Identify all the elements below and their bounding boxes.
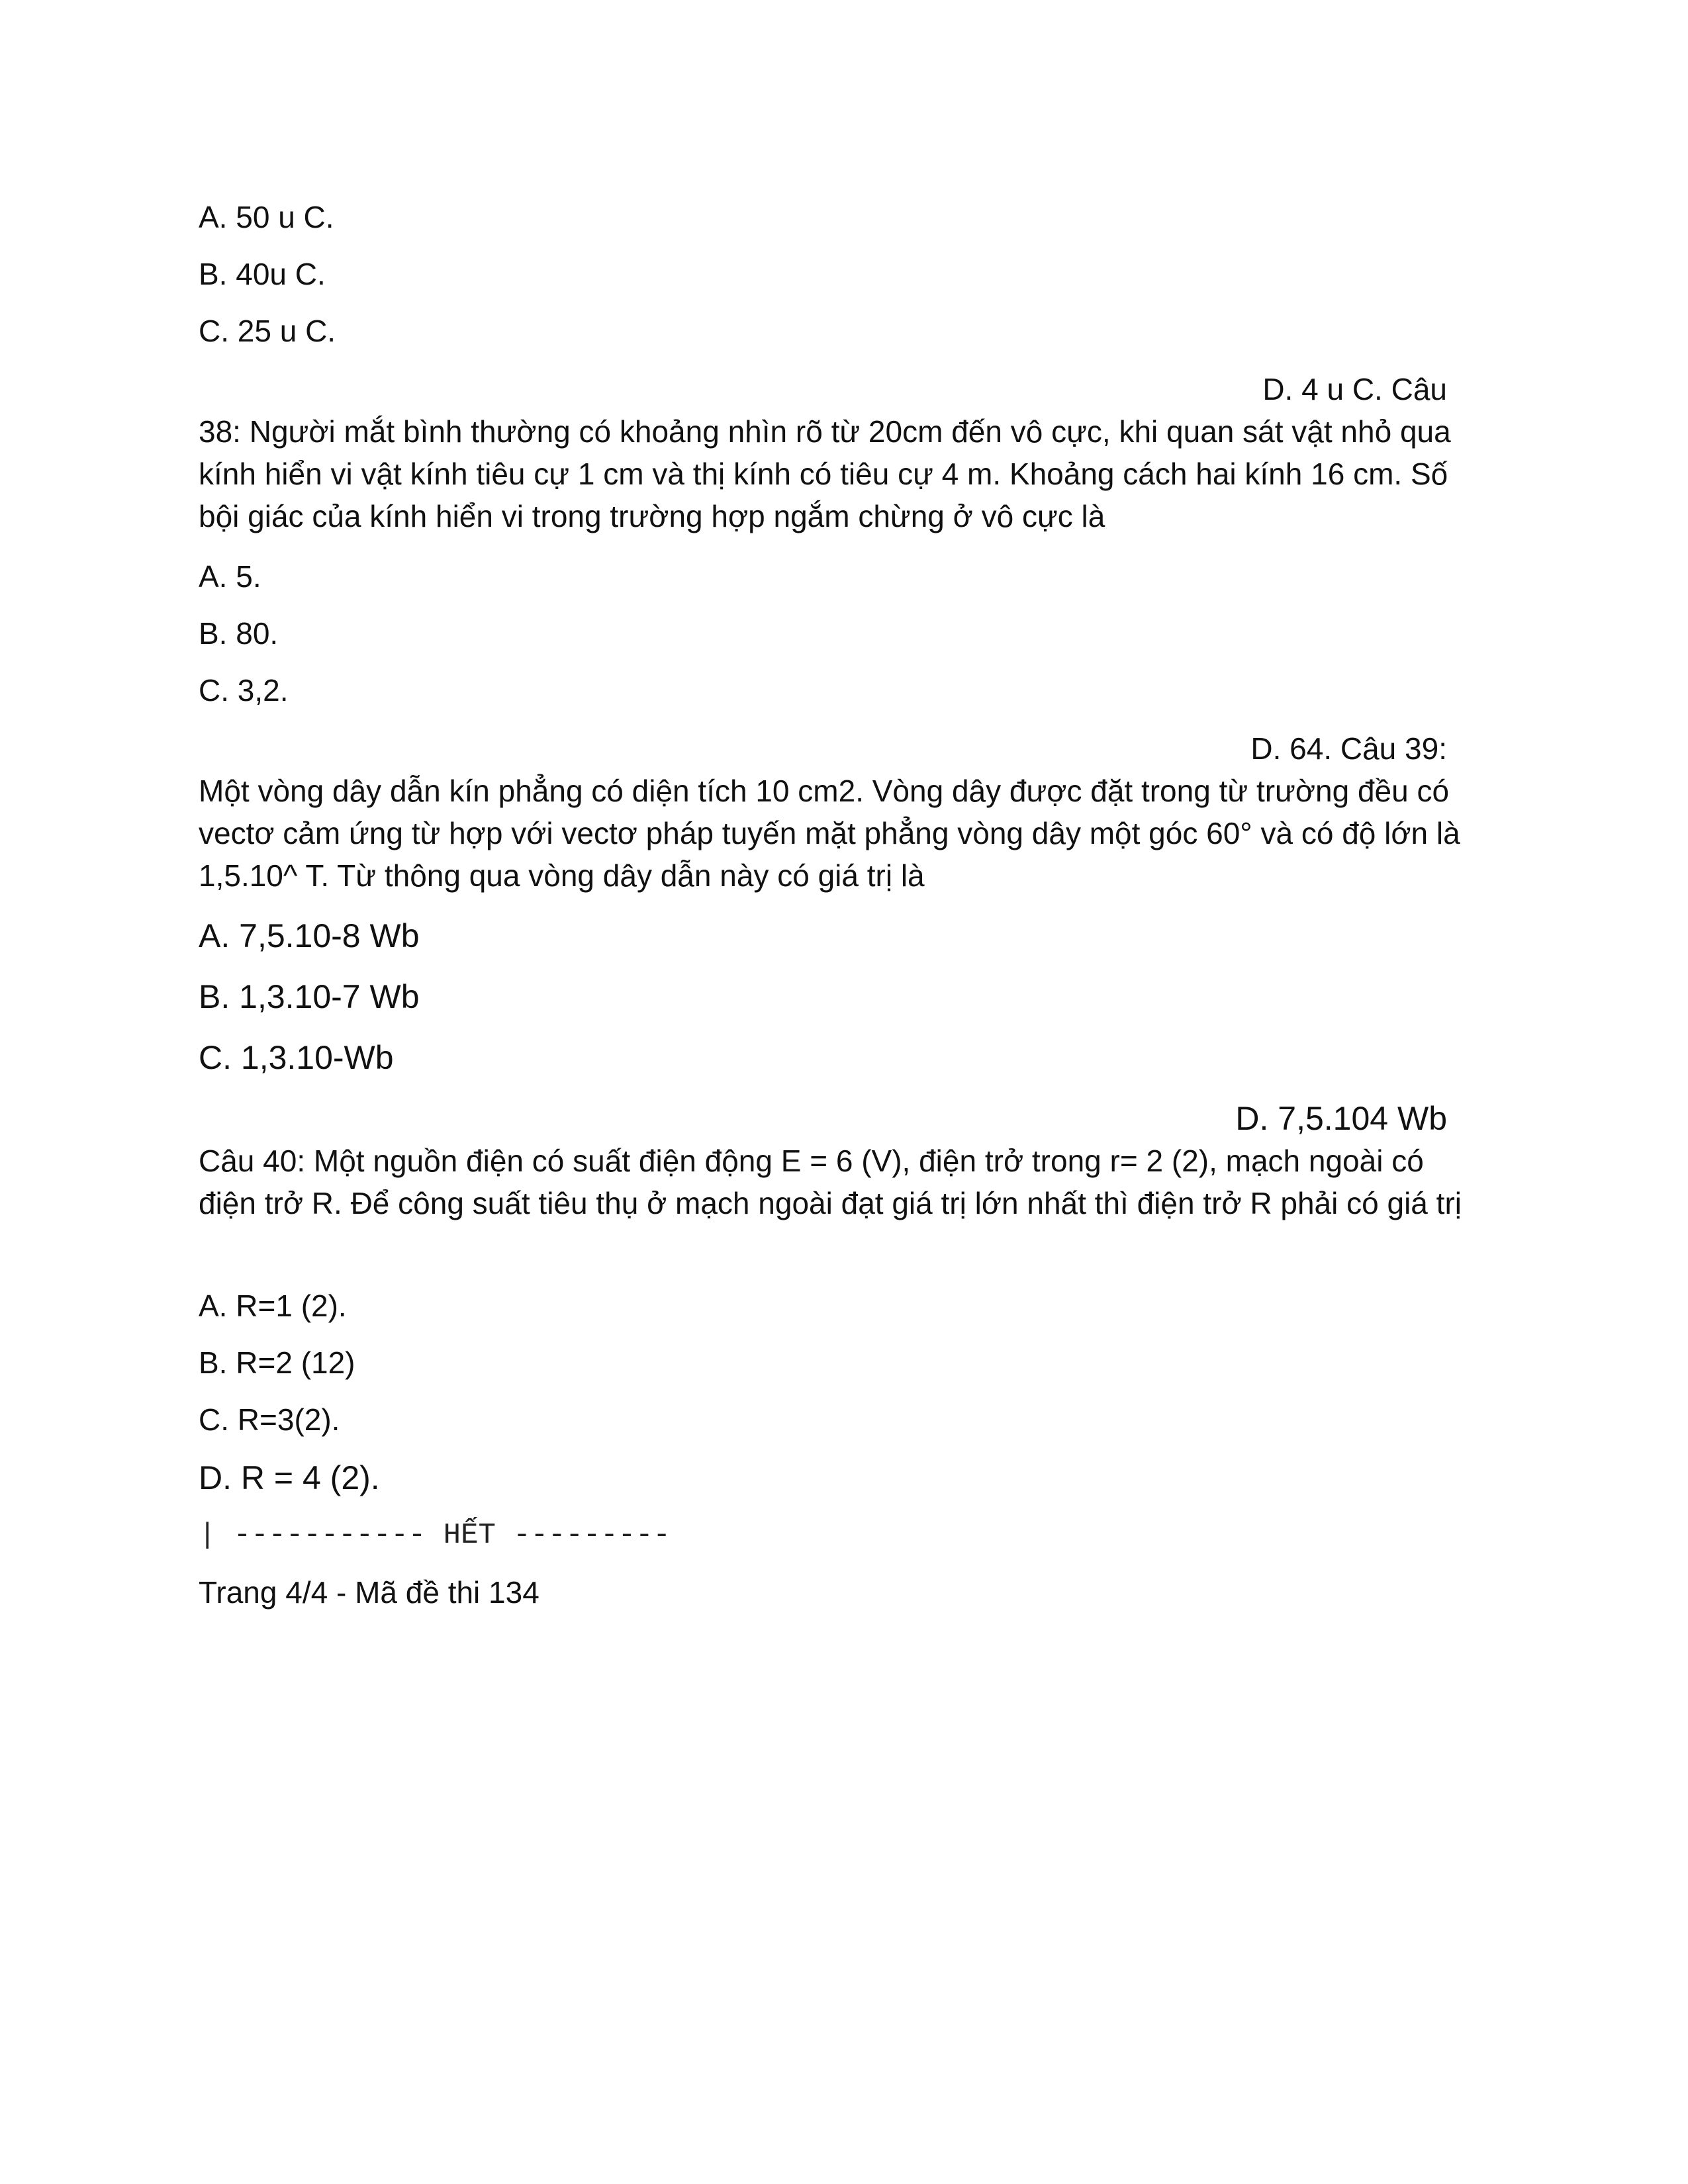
q37-option-c: C. 25 u C.	[199, 314, 336, 348]
q37-option-b: B. 40u C.	[199, 257, 326, 291]
page-footer: Trang 4/4 - Mã đề thi 134	[199, 1575, 539, 1610]
q40-option-d: D. R = 4 (2).	[199, 1459, 380, 1496]
q39-text: Một vòng dây dẫn kín phẳng có diện tích 10 cm2. Vòng dây được đặt trong từ trường đều có vectơ cảm ứng từ hợp với vectơ pháp tuyến mặt phẳng vòng dây một góc 60° và có độ lớn là 1,5.10^ T. Từ thông qua vòng dây dẫn này có giá trị là	[199, 774, 1460, 893]
q40-option-b: B. R=2 (12)	[199, 1345, 355, 1380]
q40-option-a: A. R=1 (2).	[199, 1289, 347, 1323]
q39-option-c: C. 1,3.10-Wb	[199, 1039, 394, 1076]
q38-text: 38: Người mắt bình thường có khoảng nhìn rõ từ 20cm đến vô cực, khi quan sát vật nhỏ qua kính hiển vi vật kính tiêu cự 1 cm và thị kính có tiêu cự 4 m. Khoảng cách hai kính 16 cm. Số bội giác của kính hiển vi trong trường hợp ngắm chừng ở vô cực là	[199, 414, 1451, 533]
q38-option-a: A. 5.	[199, 559, 261, 594]
q37-option-a: A. 50 u C.	[199, 200, 334, 234]
q37-option-d: D. 4 u C. Câu	[1262, 372, 1447, 406]
q39-option-a: A. 7,5.10-8 Wb	[199, 917, 420, 954]
q39-option-b: B. 1,3.10-7 Wb	[199, 978, 420, 1015]
q38-option-b: B. 80.	[199, 616, 279, 651]
q40-text: Câu 40: Một nguồn điện có suất điện động E = 6 (V), điện trở trong r= 2 (2), mạch ngoài có điện trở R. Để công suất tiêu thụ ở mạch ngoài đạt giá trị lớn nhất thì điện trở R phải có giá trị	[199, 1144, 1462, 1220]
end-marker: | ----------- HẾT ---------	[199, 1519, 671, 1552]
q38-option-c: C. 3,2.	[199, 673, 289, 707]
q38-option-d: D. 64. Câu 39:	[1250, 731, 1447, 766]
q40-option-c: C. R=3(2).	[199, 1402, 340, 1437]
q39-option-d: D. 7,5.104 Wb	[1235, 1100, 1447, 1137]
